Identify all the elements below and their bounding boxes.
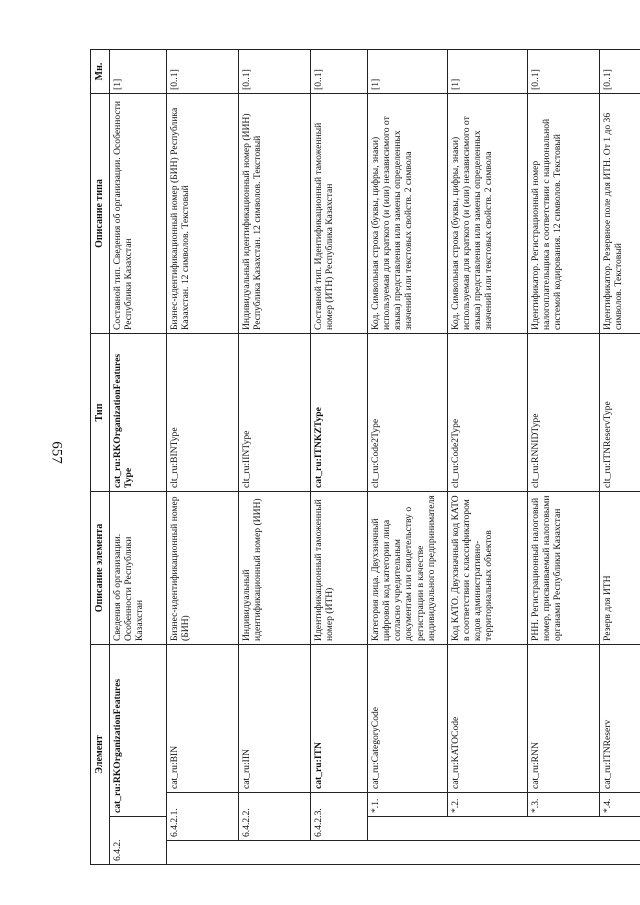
element-type: cat_ru:RKOrganizationFeatures Type [109,334,166,492]
element-description: Код КАТО. Двухзначный код КАТО в соответствии с классификатором кодов административно-территориальных объектов [447,492,527,645]
table-header-row [91,50,110,865]
element-name: cat_ru:RNN [527,645,599,793]
row-number: 6.4.2.3. [310,793,367,841]
multiplicity: [1] [367,50,447,94]
row-number: 6.4.2. [109,817,166,865]
row-number: *.2. [447,793,527,817]
page-number: 657 [48,441,65,464]
type-description: Код. Символьная строка (буквы, цифры, знаки) используемая для краткого (и (или) независимого от языка) представления или замены определенных значений или текстовых свойств. 2 символа [447,94,527,334]
row-number: 6.4.2.2. [238,793,310,841]
header-multiplicity: Мн. [91,50,110,94]
rotated-table-container [90,50,630,865]
type-description: Код. Символьная строка (буквы, цифры, знаки) используемая для краткого (и (или) независимого от языка) представления или замены определенных значений или текстовых свойств. 2 символа [367,94,447,334]
element-description: Сведения об организации. Особенности Республики Казахстан [109,492,166,645]
table-row [109,50,166,865]
multiplicity: [0..1] [599,50,640,94]
element-type: clt_ru:Code2Type [447,334,527,492]
row-number: *.1. [367,793,447,817]
table-row [527,50,599,865]
type-description: Идентификатор. Резервное поле для ИТН. От 1 до 36 символов. Текстовый [599,94,640,334]
row-number: 6.4.2.1. [166,793,238,841]
header-type: Тип [91,334,110,492]
element-name: cat_ru:IIN [238,645,310,793]
element-name: cat_ru:CategoryCode [367,645,447,793]
element-name: cat_ru:KATOCode [447,645,527,793]
element-name: cat_ru:BIN [166,645,238,793]
header-element: Элемент [91,645,110,865]
table-row [599,50,640,865]
element-type: cat_ru:ITNKZType [310,334,367,492]
multiplicity: [1] [109,50,166,94]
multiplicity: [0..1] [166,50,238,94]
type-description: Индивидуальный идентификационный номер (ИИН) Республика Казахстан. 12 символов. Текстовый [238,94,310,334]
row-number: *.4. [599,793,640,817]
table-row [238,50,310,865]
header-element-description: Описание элемента [91,492,110,645]
table-row [166,50,238,865]
table-row [310,50,367,865]
multiplicity: [0..1] [238,50,310,94]
element-type: clt_ru:BINType [166,334,238,492]
type-description: Бизнес-идентификационный номер (БИН) Республика Казахстан. 12 символов. Текстовый [166,94,238,334]
table-row [367,50,447,865]
element-description: Резерв для ИТН [599,492,640,645]
element-description: Идентификационный таможенный номер (ИТН) [310,492,367,645]
element-description: Категория лица. Двухзначный цифровой код категории лица согласно учредительным документам или свидетельству о регистрации в качестве индивидуального предпринимателя [367,492,447,645]
elements-table [90,49,640,865]
type-description: Идентификатор. Регистрационный номер налогоплательщика в соответствии с национальной системой кодирования. 12 символов. Текстовый [527,94,599,334]
multiplicity: [0..1] [527,50,599,94]
element-name: cat_ru:ITN [310,645,367,793]
element-name: cat_ru:ITNReserv [599,645,640,793]
indent-cell [166,841,640,865]
type-description: Составной тип. Идентификационный таможенный номер (ИТН) Республика Казахстан [310,94,367,334]
multiplicity: [0..1] [310,50,367,94]
element-type: clt_ru:RNNIDType [527,334,599,492]
element-type: clt_ru:Code2Type [367,334,447,492]
element-name: cat_ru:RKOrganizationFeatures [109,645,166,817]
table-row [447,50,527,865]
type-description: Составной тип. Сведения об организации. Особенности Республики Казахстан [109,94,166,334]
element-description: РНН. Регистрационный налоговый номер, присваиваемый налоговыми органами Республики Казахстан [527,492,599,645]
header-type-description: Описание типа [91,94,110,334]
element-type: clt_ru:ITNReservType [599,334,640,492]
element-description: Бизнес-идентификационный номер (БИН) [166,492,238,645]
element-description: Индивидуальный идентификационный номер (ИИН) [238,492,310,645]
indent-cell [367,817,640,841]
element-type: clt_ru:IINType [238,334,310,492]
row-number: *.3. [527,793,599,817]
multiplicity: [1] [447,50,527,94]
